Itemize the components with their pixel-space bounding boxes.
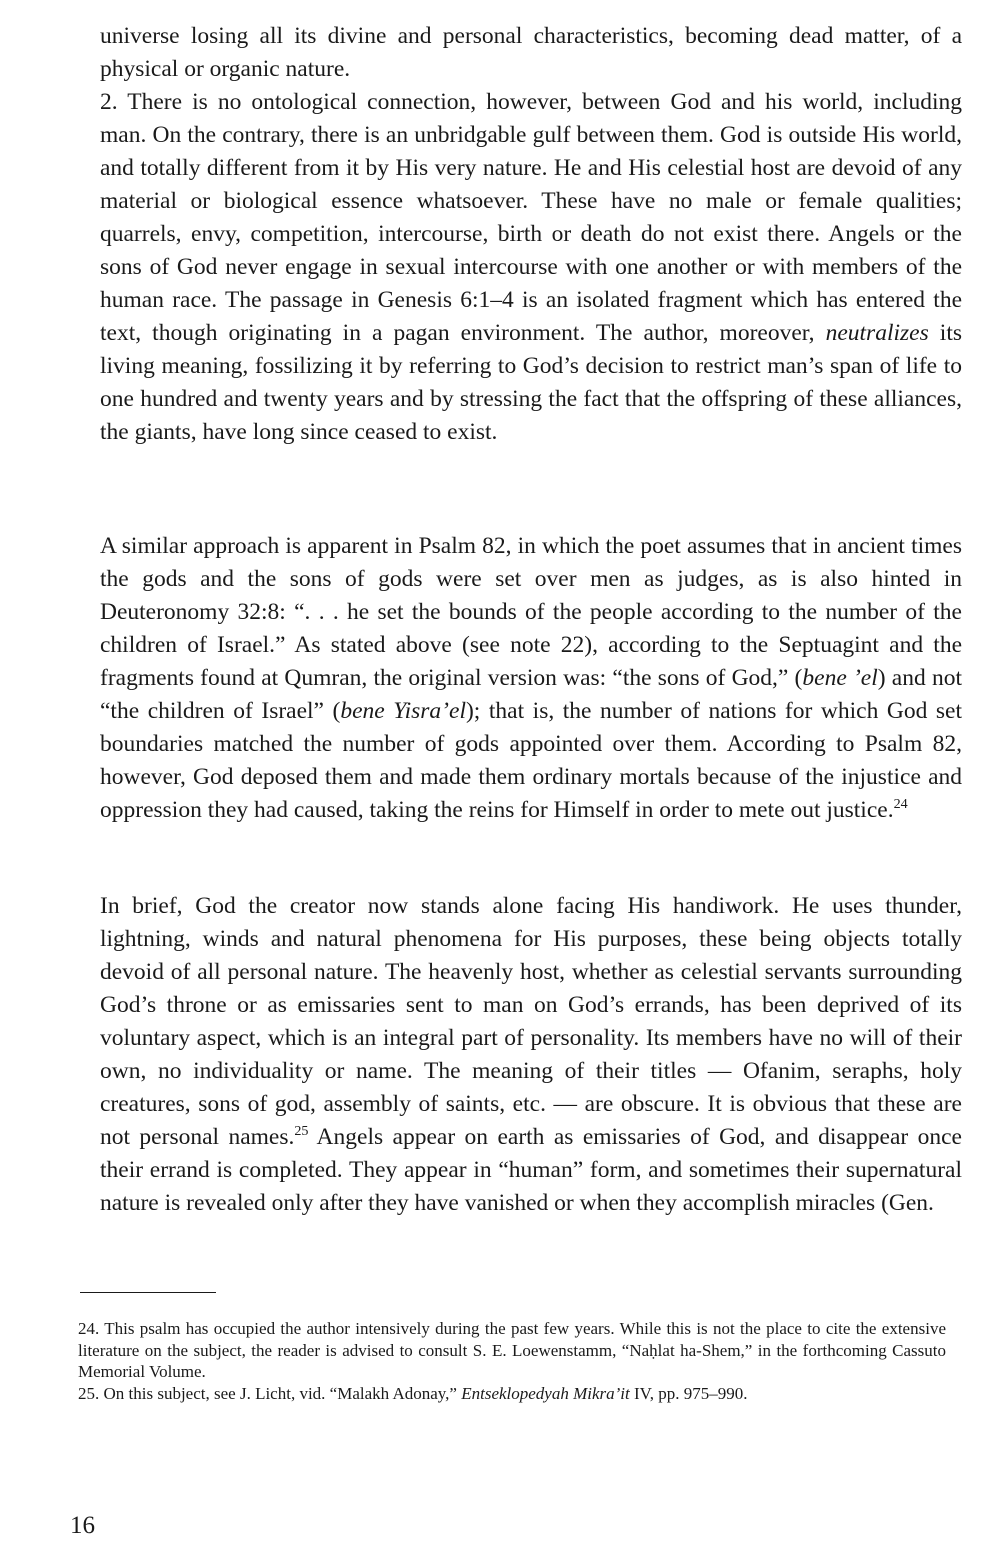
footnote-divider (80, 1292, 216, 1293)
footnote-ref-24[interactable]: 24 (893, 796, 908, 813)
footnote-25-title: Entseklopedyah Mikra’it (461, 1383, 630, 1403)
term-bene-el: bene ’el (802, 665, 878, 691)
psalm-paragraph: A similar approach is apparent in Psalm 82, in which the poet assumes that in ancient times the gods and the sons of gods were set over men as judges, as is also hinted in Deuteronomy 32:8: “. . . he set the bounds of the people according to the number of the children of Israel.” As stated above (see note 22), according to the Septuagint and the fragments found at Qumran, the original version was: “the sons of God,” (bene ’el) and not “the children of Israel” (bene Yisra’el); that is, the number of nations for which God set boundaries matched the number of gods appointed over them. According to Psalm 82, however, God deposed them and made them ordinary mortals because of the injustice and oppression they had caused, taking the reins for Himself in order to mete out justice.$^{24}$ (100, 533, 962, 823)
footnote-ref-25[interactable]: 25 (294, 1123, 309, 1140)
footnote-24: 24. This psalm has occupied the author intensively during the past few years. While this is not the place to cite the extensive literature on the subject, the reader is advised to consult S. E. Loewenstamm, “Naḥlat ha-Shem,” in the forthcoming Cassuto Memorial Volume. (78, 1319, 946, 1381)
page-number: 16 (70, 1512, 95, 1539)
emphasis-neutralizes: neutralizes (825, 320, 929, 346)
footnotes (78, 1318, 946, 1404)
continued-paragraph (100, 20, 962, 449)
point-2: 2. There is no ontological connection, however, between God and his world, including man. On the contrary, there is an unbridgable gulf between them. God is outside His world, and totally different from it by His very nature. He and His celestial host are devoid of any material or biological essence whatsoever. These have no male or female qualities; quarrels, envy, competition, intercourse, birth or death do not exist there. Angels or the sons of God never engage in sexual intercourse with one another or with members of the human race. The passage in Genesis 6:1–4 is an isolated fragment which has entered the text, though originating in a pagan environment. The author, moreover, neutralizes its living meaning, fossilizing it by referring to God’s decision to restrict man’s span of life to one hundred and twenty years and by stressing the fact that the offspring of these alliances, the giants, have long since ceased to exist. (100, 89, 962, 445)
footnote-25: 25. On this subject, see J. Licht, vid. “Malakh Adonay,” Entseklopedyah Mikra’it IV, pp. 975–990. (78, 1383, 748, 1403)
term-bene-yisrael: bene Yisra’el (340, 698, 466, 724)
brief-paragraph: In brief, God the creator now stands alone facing His handiwork. He uses thunder, lightning, winds and natural phenomena for His purposes, these being objects totally devoid of all personal nature. The heavenly host, whether as celestial servants surrounding God’s throne or as emissaries sent to man on God’s errands, has been deprived of its voluntary aspect, which is an integral part of personality. Its members have no will of their own, no individuality or name. The meaning of their titles — Ofanim, seraphs, holy creatures, sons of god, assembly of saints, etc. — are obscure. It is obvious that these are not personal names.$^{25}$ Angels appear on earth as emissaries of God, and disappear once their errand is completed. They appear in “human” form, and sometimes their supernatural nature is revealed only after they have vanished or when they accomplish miracles (Gen. (100, 893, 962, 1216)
continued-intro: universe losing all its divine and personal characteristics, becoming dead matter, of a physical or organic nature. (100, 23, 962, 82)
